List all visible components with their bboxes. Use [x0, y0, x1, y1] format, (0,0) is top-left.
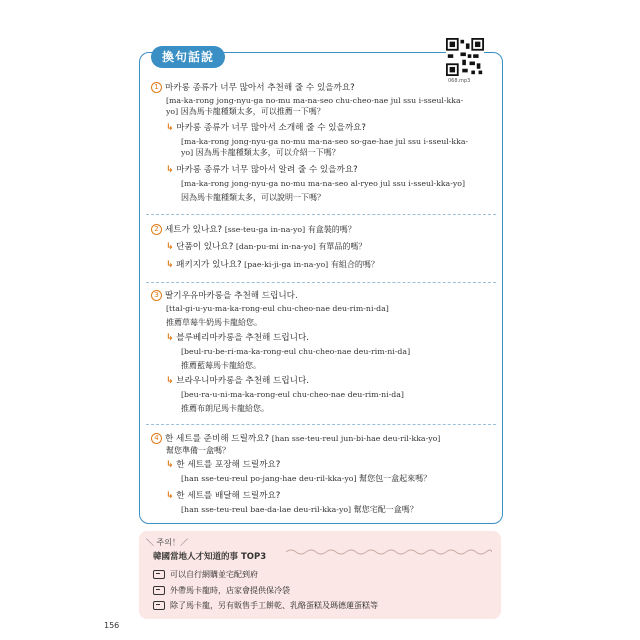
section-4-sub-2-detail: [han sse-teu-reul bae-da-lae deu-ril-kka-yo] 幫您宅配一盒嗎？ [181, 505, 418, 514]
number-badge: 2 [151, 224, 162, 235]
arrow-icon: ↳ [166, 491, 174, 501]
section-4-main: 4 한 세트를 준비해 드릴까요? [han sse-teu-reul jun-bi-hae deu-ril-kka-yo] [151, 433, 440, 445]
section-4-sub-2: ↳ 한 세트를 배달해 드릴까요? [166, 491, 281, 501]
translation: 因為馬卡龍種類太多，可以說明一下嗎？ [181, 193, 325, 202]
arrow-icon: ↳ [166, 260, 174, 270]
section-1-sub-2: ↳ 마카롱 종류가 너무 많아서 알려 줄 수 있을까요? [166, 165, 358, 175]
tip-item: 外帶馬卡龍時，店家會提供保冷袋 [153, 585, 290, 596]
divider [146, 214, 496, 215]
page-number: 156 [104, 621, 120, 630]
section-1-main-tail: yo] 因為馬卡龍種類太多，可以推薦一下嗎？ [166, 107, 325, 116]
romanization: [ma-ka-rong jong-nyu-ga no-mu ma-na-seo chu-cheo-nae jul ssu i-sseul-kka- [166, 96, 464, 105]
divider [146, 282, 496, 283]
check-icon [153, 586, 165, 595]
audio-file-label: 068.mp3 [448, 78, 471, 84]
section-3-sub-1: ↳ 블루베리마카롱을 추천해 드립니다. [166, 333, 310, 343]
translation: 幫您準備一盒嗎？ [166, 446, 230, 455]
romanization: [beu-ra-u-ni-ma-ka-rong-eul chu-cheo-nae deu-rim-ni-da] [181, 390, 404, 399]
romanization: [ma-ka-rong jong-nyu-ga no-mu ma-na-seo al-ryeo jul ssu i-sseul-kka-yo] [181, 179, 465, 188]
tip-item: 除了馬卡龍，另有販售手工餅乾、乳酪蛋糕及瑪德蓮蛋糕等 [153, 600, 378, 611]
section-4-sub-1-detail: [han sse-teu-reul po-jang-hae deu-ril-kka-yo] 幫您包一盒起來嗎？ [181, 474, 432, 483]
romanization: [ttal-gi-u-yu-ma-ka-rong-eul chu-cheo-nae deu-rim-ni-da] [166, 304, 389, 313]
arrow-icon: ↳ [166, 165, 174, 175]
tip-item: 可以自行網購並宅配到府 [153, 569, 258, 580]
number-badge: 1 [151, 82, 162, 93]
section-1-sub-1: ↳ 마카롱 종류가 너무 많아서 소개해 줄 수 있을까요? [166, 123, 366, 133]
arrow-icon: ↳ [166, 376, 174, 386]
number-badge: 4 [151, 433, 162, 444]
arrow-icon: ↳ [166, 460, 174, 470]
tips-tag: ＼ 주의！／ [146, 538, 188, 547]
section-title: 換句話說 [151, 46, 225, 68]
romanization: [beul-ru-be-ri-ma-ka-rong-eul chu-cheo-nae deu-rim-ni-da] [181, 347, 411, 356]
section-4-sub-1: ↳ 한 세트를 포장해 드릴까요? [166, 460, 281, 470]
arrow-icon: ↳ [166, 123, 174, 133]
section-1-sub-1-tail: yo] 因為馬卡龍種類太多，可以介紹一下嗎？ [181, 148, 340, 157]
section-1-main: 1 마카롱 종류가 너무 많아서 추천해 줄 수 있을까요? [151, 82, 355, 94]
section-3-sub-2: ↳ 브라우니마카롱을 추천해 드립니다. [166, 376, 310, 386]
section-2-main: 2 세트가 있나요? [sse-teu-ga in-na-yo] 有盒裝的嗎？ [151, 224, 356, 236]
translation: 推薦藍莓馬卡龍給您。 [181, 361, 261, 370]
qr-code [446, 38, 484, 76]
section-2-sub-1: ↳ 단품이 있나요? [dan-pu-mi in-na-yo] 有單品的嗎？ [166, 242, 367, 252]
wave-decoration [286, 547, 492, 557]
arrow-icon: ↳ [166, 242, 174, 252]
check-icon [153, 570, 165, 579]
translation: 推薦草莓牛奶馬卡龍給您。 [166, 318, 262, 327]
check-icon [153, 601, 165, 610]
tips-title: 韓國當地人才知道的事 TOP3 [153, 552, 267, 562]
divider [146, 424, 496, 425]
number-badge: 3 [151, 290, 162, 301]
section-2-sub-2: ↳ 패키지가 있나요? [pae-ki-ji-ga in-na-yo] 有組合的嗎？ [166, 260, 379, 270]
arrow-icon: ↳ [166, 333, 174, 343]
romanization: [ma-ka-rong jong-nyu-ga no-mu ma-na-seo so-gae-hae jul ssu i-sseul-kka- [181, 137, 469, 146]
section-3-main: 3 딸기우유마카롱을 추천해 드립니다. [151, 290, 298, 302]
translation: 推薦布朗尼馬卡龍給您。 [181, 404, 269, 413]
